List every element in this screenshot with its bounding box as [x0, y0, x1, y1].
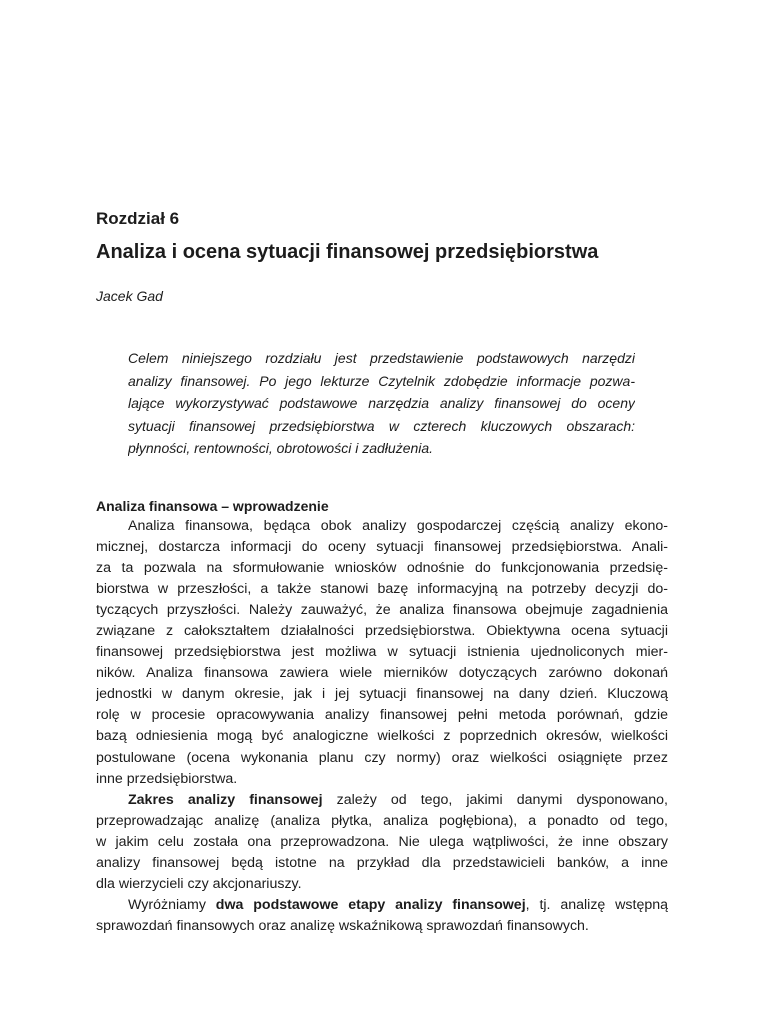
paragraph-line: za ta pozwala na sformułowanie wniosków odnośnie do funkcjonowania przedsię- [96, 560, 668, 577]
paragraph-text: , tj. analizę wstępną [525, 896, 668, 913]
paragraph-line: postulowane (ocena wykonania planu czy normy) oraz wielkości osiągnięte przez [96, 749, 668, 766]
abstract-line: analizy finansowej. Po jego lekturze Czytelnik zdobędzie informacje pozwa- [128, 372, 635, 389]
paragraph-line: jednostki w danym okresie, jak i jej sytuacji finansowej na dany dzień. Kluczową [96, 686, 668, 703]
bold-term: dwa podstawowe etapy analizy finansowej [215, 896, 526, 913]
paragraph-line: rolę w procesie opracowywania analizy finansowej pełni metoda porównań, gdzie [96, 707, 668, 724]
abstract-line: Celem niniejszego rozdziału jest przedstawienie podstawowych narzędzi [128, 350, 635, 366]
abstract-line: lające wykorzystywać podstawowe narzędzia analizy finansowej do oceny [128, 395, 635, 411]
paragraph-line: związane z całokształtem działalności przedsiębiorstwa. Obiektywna ocena sytuacji [96, 623, 668, 640]
section-heading: Analiza finansowa – wprowadzenie [96, 498, 329, 514]
paragraph-line [96, 790, 668, 811]
paragraph-line: biorstwa w przeszłości, a także stanowi bazę informacyjną na potrzeby decyzji do- [96, 581, 668, 598]
abstract-line: płynności, rentowności, obrotowości i zadłużenia. [128, 440, 434, 456]
chapter-title: Analiza i ocena sytuacji finansowej przedsiębiorstwa [96, 241, 599, 263]
author-name: Jacek Gad [96, 288, 163, 304]
paragraph-line: finansowej przedsiębiorstwa jest możliwa w sytuacji istnienia ujednoliconych mier- [96, 644, 668, 661]
paragraph-line: inne przedsiębiorstwa. [96, 770, 238, 787]
chapter-label: Rozdział 6 [96, 209, 180, 228]
paragraph-line: sprawozdań finansowych oraz analizę wskaźnikową sprawozdań finansowych. [96, 917, 589, 934]
section-body [96, 516, 668, 937]
paragraph-line: analizy finansowej będą istotne na przykład dla przedstawicieli banków, a inne [96, 854, 668, 871]
abstract-line: sytuacji finansowej przedsiębiorstwa w czterech kluczowych obszarach: [128, 417, 635, 434]
paragraph-line: dla wierzycieli czy akcjonariuszy. [96, 875, 302, 892]
paragraph-text: Wyróżniamy [128, 896, 216, 913]
paragraph-line: micznej, dostarcza informacji do oceny sytuacji finansowej przedsiębiorstwa. Anali- [96, 539, 668, 556]
paragraph-text: zależy od tego, jakimi danymi dysponowano, [322, 791, 668, 808]
paragraph-line: tyczących przyszłości. Należy zauważyć, że analiza finansowa obejmuje zagadnienia [96, 602, 668, 619]
paragraph-line: bazą odniesienia mogą być analogiczne wielkości z poprzednich okresów, wielkości [96, 728, 668, 745]
paragraph-line: Analiza finansowa, będąca obok analizy gospodarczej częścią analizy ekono- [128, 518, 668, 534]
paragraph-line: przeprowadzając analizę (analiza płytka, analiza pogłębiona), a ponadto od tego, [96, 812, 668, 829]
paragraph-line: w jakim celu została ona przeprowadzona. Nie ulega wątpliwości, że inne obszary [96, 833, 668, 850]
chapter-abstract [128, 347, 635, 460]
paragraph-line: ników. Analiza finansowa zawiera wiele mierników dotyczących zarówno dokonań [96, 665, 668, 682]
bold-term: Zakres analizy finansowej [128, 791, 323, 808]
paragraph-line [96, 895, 668, 916]
